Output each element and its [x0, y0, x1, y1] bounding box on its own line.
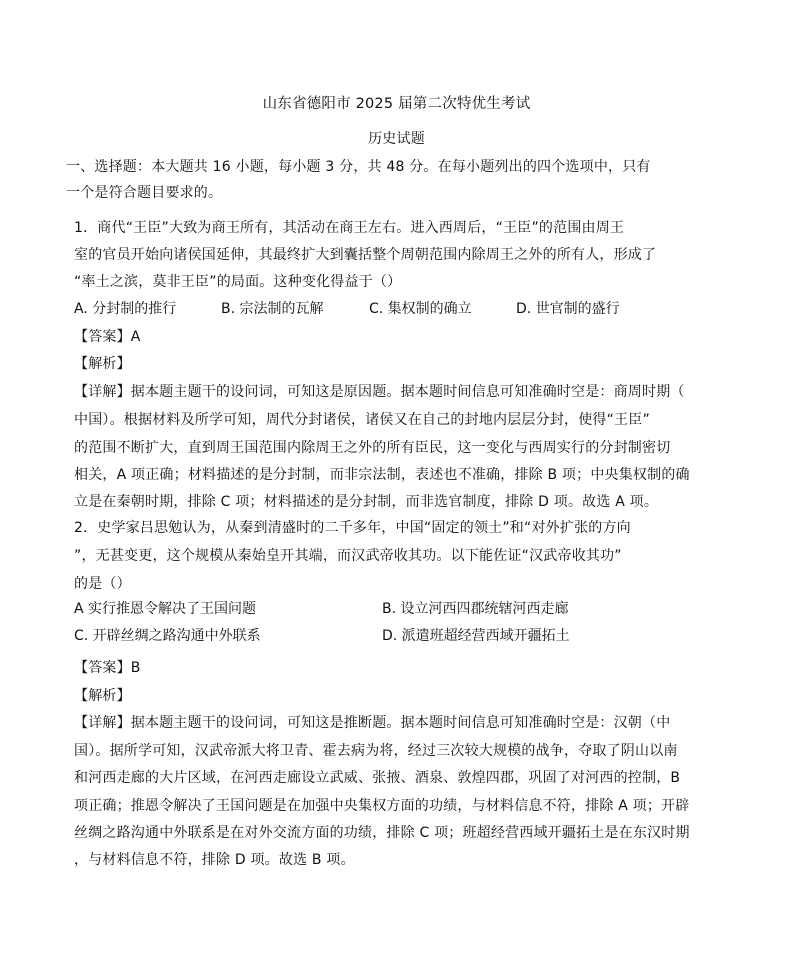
exam-title: 山东省德阳市 2025 届第二次特优生考试 [262, 96, 531, 112]
q1-option-a: A. 分封制的推行 [74, 301, 177, 317]
q2-detail-line-4: 项正确；推恩令解决了王国问题是在加强中央集权方面的功绩，与材料信息不符，排除 A 项；开辟 [74, 798, 690, 814]
q1-detail-line-3: 的范围不断扩大，直到周王国范围内除周王之外的所有臣民，这一变化与西周实行的分封制密切 [74, 440, 671, 456]
q1-option-b: B. 宗法制的瓦解 [221, 301, 324, 317]
q2-detail-line-5: 丝绸之路沟通中外联系是在对外交流方面的功绩，排除 C 项；班超经营西域开疆拓土是在东汉时期 [74, 825, 690, 841]
q2-answer: 【答案】B [74, 660, 141, 676]
q1-option-c: C. 集权制的确立 [369, 301, 472, 317]
q1-option-d: D. 世官制的盛行 [516, 301, 620, 317]
q2-stem-line-2: ”，无甚变更，这个规模从秦始皇开其端，而汉武帝收其功。以下能佐证“汉武帝收其功” [74, 548, 622, 564]
q2-detail-line-6: ，与材料信息不符，排除 D 项。故选 B 项。 [74, 852, 355, 868]
q1-detail-line-4: 相关，A 项正确；材料描述的是分封制，而非宗法制，表述也不准确，排除 B 项；中央集权制的确 [74, 467, 690, 483]
section-instruction-line-2: 一个是符合题目要求的。 [66, 185, 223, 201]
q2-detail-line-2: 国）。据所学可知，汉武帝派大将卫青、霍去病为将，经过三次较大规模的战争，夺取了阴山以南 [74, 743, 678, 759]
q2-option-a: A 实行推恩令解决了王国问题 [74, 601, 257, 617]
q2-analysis-heading: 【解析】 [74, 688, 131, 704]
q2-stem-line-1: 2．史学家吕思勉认为，从秦到清盛时的二千多年，中国“固定的领土”和“对外扩张的方向 [74, 520, 631, 536]
section-instruction-line-1: 一、选择题：本大题共 16 小题，每小题 3 分，共 48 分。在每小题列出的四个选项中，只有 [66, 159, 651, 175]
q2-option-c: C. 开辟丝绸之路沟通中外联系 [74, 628, 261, 644]
q1-stem-line-1: 1．商代“王臣”大致为商王所有，其活动在商王左右。进入西周后，“王臣”的范围由周王 [74, 220, 625, 236]
q2-detail-line-1: 【详解】据本题主题干的设问词，可知这是推断题。据本题时间信息可知准确时空是：汉朝（中 [74, 715, 671, 731]
exam-subtitle: 历史试题 [368, 131, 425, 147]
q2-option-b: B. 设立河西四郡统辖河西走廊 [382, 601, 569, 617]
q1-stem-line-3: “率土之滨，莫非王臣”的局面。这种变化得益于（） [74, 274, 402, 290]
q1-stem-line-2: 室的官员开始向诸侯国延伸，其最终扩大到囊括整个周朝范围内除周王之外的所有人，形成了 [74, 247, 657, 263]
q1-detail-line-5: 立是在秦朝时期，排除 C 项；材料描述的是分封制，而非选官制度，排除 D 项。故选 A 项。 [74, 494, 659, 510]
q1-answer: 【答案】A [74, 329, 141, 345]
q1-detail-line-2: 中国）。根据材料及所学可知，周代分封诸侯，诸侯又在自己的封地内层层分封，使得“王臣” [74, 412, 650, 428]
q1-analysis-heading: 【解析】 [74, 356, 131, 372]
q2-stem-line-3: 的是（） [74, 576, 131, 592]
q1-detail-line-1: 【详解】据本题主题干的设问词，可知这是原因题。据本题时间信息可知准确时空是：商周时期（ [74, 384, 685, 400]
q2-option-d: D. 派遣班超经营西域开疆拓土 [382, 628, 570, 644]
q2-detail-line-3: 和河西走廊的大片区域，在河西走廊设立武威、张掖、酒泉、敦煌四郡，巩固了对河西的控制，B [74, 770, 681, 786]
